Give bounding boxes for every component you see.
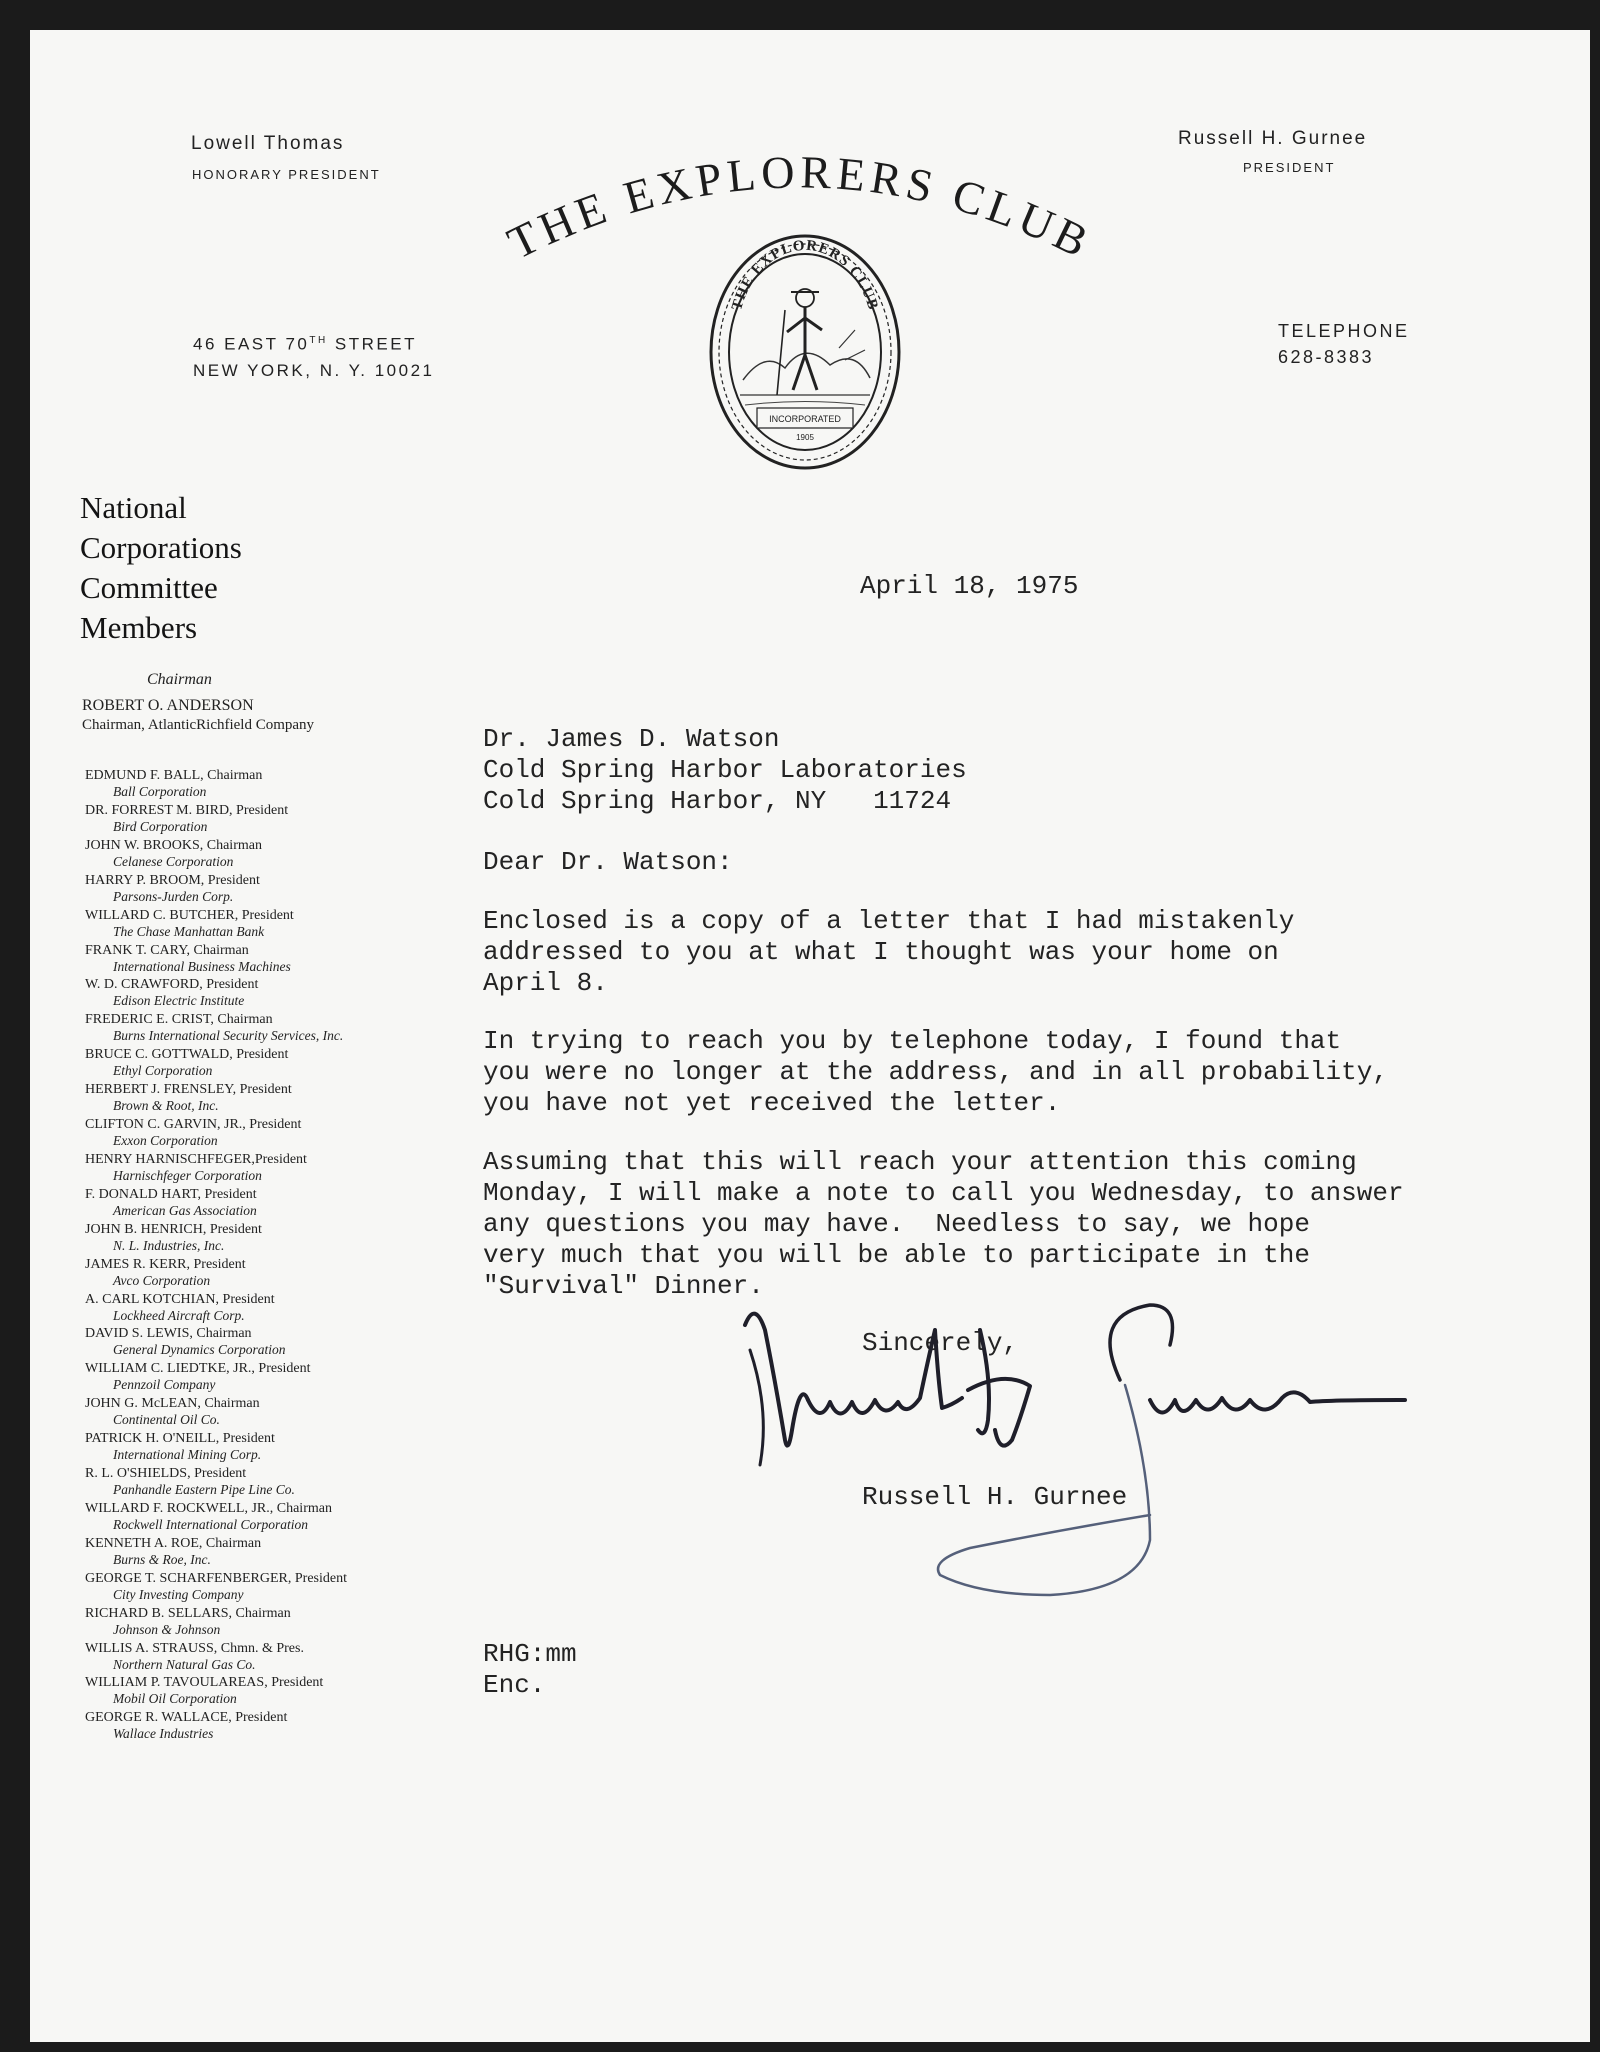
committee-member (85, 977, 258, 1008)
committee-member (85, 1431, 275, 1462)
member-name: WILLIAM P. TAVOULAREAS, President (85, 1675, 324, 1691)
member-name: DAVID S. LEWIS, Chairman (85, 1326, 252, 1342)
member-name: F. DONALD HART, President (85, 1186, 257, 1202)
member-company: Mobil Oil Corporation (113, 1691, 237, 1707)
enclosure-notation: Enc. (483, 1670, 546, 1700)
committee-member (85, 1117, 301, 1148)
typist-initials: RHG:mm (483, 1639, 577, 1669)
committee-member (85, 1361, 311, 1392)
committee-member (85, 1536, 261, 1567)
member-company: International Mining Corp. (113, 1447, 262, 1463)
signature (730, 1290, 1430, 1620)
svg-text:THE EXPLORERS CLUB (729, 238, 881, 313)
committee-member (85, 1292, 275, 1323)
member-company: Pennzoil Company (113, 1377, 216, 1393)
member-company: Avco Corporation (113, 1272, 211, 1288)
member-company: International Business Machines (113, 958, 291, 974)
committee-member (85, 1187, 257, 1218)
chairman-title: Chairman, AtlanticRichfield Company (82, 717, 315, 733)
member-company: Continental Oil Co. (113, 1412, 220, 1428)
recipient-address: Dr. James D. Watson Cold Spring Harbor Laboratories Cold Spring Harbor, NY 11724 (483, 724, 967, 816)
committee-member (85, 1047, 288, 1078)
member-company: Burns & Roe, Inc. (113, 1551, 211, 1567)
member-name: R. L. O'SHIELDS, President (85, 1466, 247, 1481)
member-name: BRUCE C. GOTTWALD, President (85, 1047, 289, 1063)
member-company: Rockwell International Corporation (113, 1516, 308, 1532)
member-name: WILLARD F. ROCKWELL, JR., Chairman (85, 1500, 332, 1516)
member-company: Lockheed Aircraft Corp. (113, 1307, 245, 1323)
club-name: THE EXPLORERS CLUB (499, 150, 1101, 269)
member-company: Johnson & Johnson (113, 1621, 221, 1637)
committee-member (85, 1222, 262, 1253)
member-company: American Gas Association (113, 1202, 257, 1218)
member-name: PATRICK H. O'NEILL, President (85, 1431, 275, 1447)
member-name: HENRY HARNISCHFEGER,President (85, 1151, 307, 1167)
committee-member (85, 1501, 332, 1532)
paragraph-1: Enclosed is a copy of a letter that I had mistakenly addressed to you at what I thought was your home on April 8. (483, 906, 1295, 998)
committee-member (85, 1571, 347, 1602)
member-name: DR. FORREST M. BIRD, President (85, 802, 289, 818)
member-name: JOHN B. HENRICH, President (85, 1221, 262, 1237)
committee-member (85, 1396, 260, 1427)
letter-date: April 18, 1975 (860, 571, 1079, 601)
member-company: Northern Natural Gas Co. (113, 1656, 256, 1672)
closing: Sincerely, (862, 1328, 1019, 1358)
signer-name: Russell H. Gurnee (862, 1482, 1128, 1512)
member-company: Panhandle Eastern Pipe Line Co. (113, 1482, 295, 1497)
committee-member (85, 873, 260, 904)
member-name: WILLIS A. STRAUSS, Chmn. & Pres. (85, 1640, 304, 1656)
committee-member (85, 1466, 295, 1497)
chairman-name: ROBERT O. ANDERSON (82, 697, 254, 714)
committee-member (85, 1257, 246, 1288)
paragraph-2: In trying to reach you by telephone today, I found that you were no longer at the address, and in all probability, you have not yet received the letter. (483, 1026, 1388, 1118)
committee-member (85, 1606, 291, 1637)
member-name: JOHN W. BROOKS, Chairman (85, 837, 262, 853)
member-name: EDMUND F. BALL, Chairman (85, 768, 263, 783)
member-name: WILLIAM C. LIEDTKE, JR., President (85, 1361, 311, 1377)
member-name: WILLARD C. BUTCHER, President (85, 907, 294, 923)
member-company: Celanese Corporation (113, 853, 234, 869)
member-company: Exxon Corporation (113, 1133, 218, 1148)
paragraph-3: Assuming that this will reach your attention this coming Monday, I will make a note to call you Wednesday, to answer any questions you may have. Needless to say, we hope very much that you will be able to participate in the "Survival" Dinner. (483, 1147, 1404, 1301)
member-company: Burns International Security Services, Inc. (113, 1028, 344, 1044)
member-name: RICHARD B. SELLARS, Chairman (85, 1605, 291, 1621)
member-name: FREDERIC E. CRIST, Chairman (85, 1012, 273, 1028)
member-name: W. D. CRAWFORD, President (85, 977, 259, 993)
committee-member (85, 1710, 287, 1741)
seal-banner-text: INCORPORATED (769, 414, 841, 424)
committee-member (85, 803, 288, 834)
committee-member (85, 1082, 292, 1113)
committee-member (85, 943, 291, 974)
committee-member (85, 838, 262, 869)
chairman-label: Chairman (147, 671, 212, 688)
member-company: Bird Corporation (113, 818, 208, 834)
committee-member (85, 1641, 304, 1672)
member-name: FRANK T. CARY, Chairman (85, 942, 249, 958)
member-name: JAMES R. KERR, President (85, 1256, 246, 1272)
member-company: Wallace Industries (113, 1726, 214, 1742)
president-name: Russell H. Gurnee (1178, 128, 1368, 149)
committee-member (85, 1012, 343, 1043)
committee-member (85, 908, 294, 939)
committee-member (85, 1152, 307, 1183)
member-company: Harnischfeger Corporation (113, 1167, 262, 1183)
street-address: 46 EAST 70TH STREET NEW YORK, N. Y. 10021 (193, 334, 435, 380)
club-seal-emblem (705, 230, 905, 475)
salutation: Dear Dr. Watson: (483, 847, 733, 877)
member-name: A. CARL KOTCHIAN, President (85, 1291, 275, 1307)
member-name: KENNETH A. ROE, Chairman (85, 1535, 262, 1551)
telephone: TELEPHONE 628-8383 (1278, 321, 1410, 367)
seal-text: THE EXPLORERS CLUB (729, 237, 881, 313)
committee-member (85, 1675, 323, 1706)
member-company: Ethyl Corporation (113, 1063, 213, 1079)
member-name: HERBERT J. FRENSLEY, President (85, 1082, 292, 1098)
member-company: Edison Electric Institute (113, 993, 245, 1009)
seal-year: 1905 (796, 433, 814, 442)
member-company: N. L. Industries, Inc. (113, 1237, 225, 1253)
member-name: CLIFTON C. GARVIN, JR., President (85, 1117, 302, 1132)
committee-title: National Corporations Committee Members (80, 490, 242, 645)
member-name: HARRY P. BROOM, President (85, 872, 260, 888)
honorary-president-title: HONORARY PRESIDENT (192, 167, 381, 182)
member-company: Parsons-Jurden Corp. (113, 888, 234, 904)
member-company: Ball Corporation (113, 784, 207, 799)
president-title: PRESIDENT (1243, 160, 1336, 175)
member-company: Brown & Root, Inc. (113, 1098, 219, 1114)
member-name: GEORGE R. WALLACE, President (85, 1710, 288, 1726)
member-name: JOHN G. McLEAN, Chairman (85, 1396, 260, 1412)
committee-member (85, 768, 262, 799)
member-company: The Chase Manhattan Bank (113, 923, 265, 939)
committee-member (85, 1326, 286, 1357)
member-company: City Investing Company (113, 1586, 244, 1602)
member-company: General Dynamics Corporation (113, 1342, 286, 1358)
honorary-president-name: Lowell Thomas (191, 133, 345, 154)
member-name: GEORGE T. SCHARFENBERGER, President (85, 1570, 347, 1586)
